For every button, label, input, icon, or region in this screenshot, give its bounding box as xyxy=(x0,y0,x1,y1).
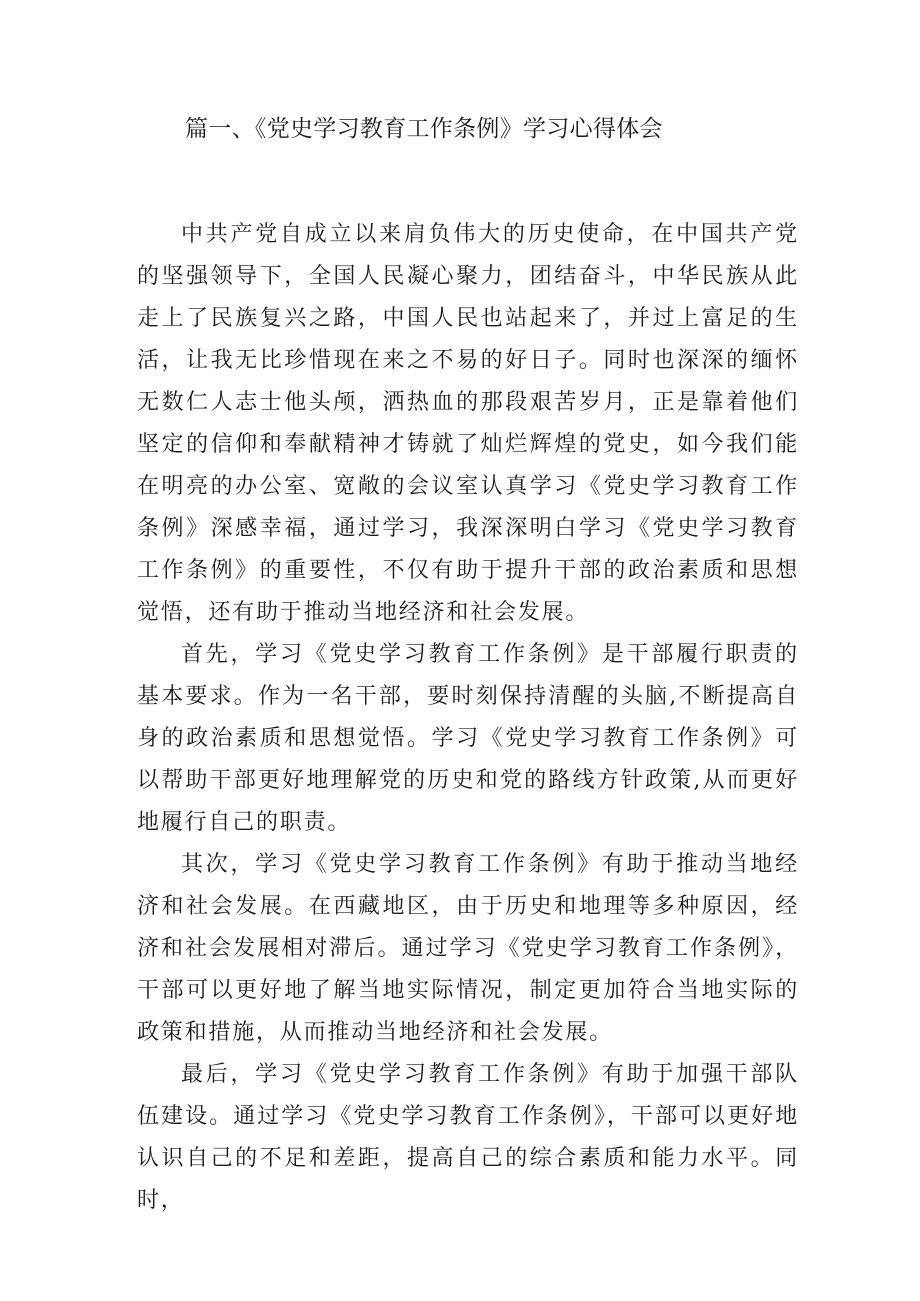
paragraph-intro: 中共产党自成立以来肩负伟大的历史使命，在中国共产党的坚强领导下，全国人民凝心聚力，团结奋斗，中华民族从此走上了民族复兴之路，中国人民也站起来了，并过上富足的生活，让我无比珍惜现在来之不易的好日子。同时也深深的缅怀无数仁人志士他头颅，洒热血的那段艰苦岁月，正是靠着他们坚定的信仰和奉献精神才铸就了灿烂辉煌的党史，如今我们能在明亮的办公室、宽敞的会议室认真学习《党史学习教育工作条例》深感幸福，通过学习，我深深明白学习《党史学习教育工作条例》的重要性，不仅有助于提升干部的政治素质和思想觉悟，还有助于推动当地经济和社会发展。 xyxy=(137,222,799,625)
paragraph-first-point: 首先，学习《党史学习教育工作条例》是干部履行职责的基本要求。作为一名干部，要时刻保持清醒的头脑,不断提高自身的政治素质和思想觉悟。学习《党史学习教育工作条例》可以帮助干部更好地理解党的历史和党的路线方针政策,从而更好地履行自己的职责。 xyxy=(137,642,799,835)
paragraph-final-point: 最后，学习《党史学习教育工作条例》有助于加强干部队伍建设。通过学习《党史学习教育工作条例》，干部可以更好地认识自己的不足和差距，提高自己的综合素质和能力水平。同时， xyxy=(137,1062,799,1213)
paragraph-second-point: 其次，学习《党史学习教育工作条例》有助于推动当地经济和社会发展。在西藏地区，由于历史和地理等多种原因，经济和社会发展相对滞后。通过学习《党史学习教育工作条例》，干部可以更好地了解当地实际情况，制定更加符合当地实际的政策和措施，从而推动当地经济和社会发展。 xyxy=(137,852,799,1045)
document-body xyxy=(137,214,799,1222)
document-title: 篇一、《党史学习教育工作条例》学习心得体会 xyxy=(185,116,663,142)
